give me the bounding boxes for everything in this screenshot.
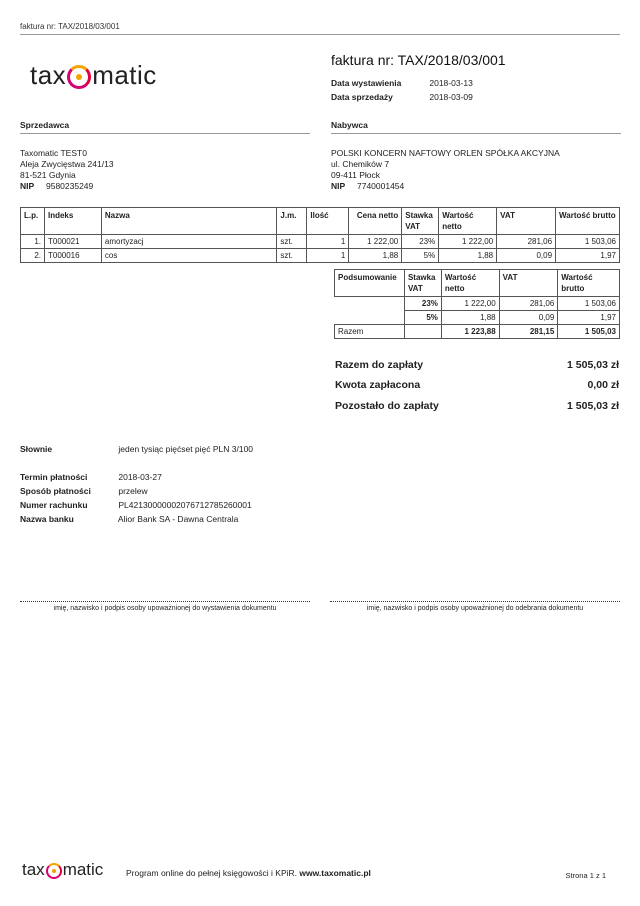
summary-vat: 0,09 [499,311,558,325]
row-gross: 1,97 [556,249,620,263]
summary-label: Podsumowanie [335,270,405,297]
logo-o-icon [67,65,91,89]
col-gross: Wartość brutto [556,208,620,235]
buyer-address2: 09-411 Płock [331,170,380,180]
row-net: 1 222,00 [439,235,497,249]
sale-date-value: 2018-03-09 [429,92,473,102]
logo-text-left: tax [30,60,67,90]
signature-receiver-text: imię, nazwisko i podpis osoby upoważnionej do odebrania dokumentu [366,605,584,612]
account-value: PL42130000002076712785260001 [118,500,252,510]
issue-date-row [331,78,473,88]
row-gross: 1 503,06 [556,235,620,249]
seller-address1: Aleja Zwycięstwa 241/13 [20,159,114,169]
amount-paid-value: 0,00 zł [587,379,619,391]
buyer-nip: 7740001454 [356,181,405,191]
seller-name: Taxomatic TEST0 [20,148,87,158]
row-price: 1,88 [349,249,402,263]
col-rate: Stawka VAT [402,208,439,235]
amount-due-value: 1 505,03 zł [567,359,619,371]
summary-rate: 5% [404,311,441,325]
footer-text-prefix: Program online do pełnej księgowości i KPiR. [126,868,298,878]
summary-total-gross: 1 505,03 [558,325,620,339]
signature-receiver [330,601,620,612]
signature-line [20,601,310,602]
col-index: Indeks [44,208,101,235]
col-vat: VAT [497,208,556,235]
seller-section [20,120,310,192]
seller-heading: Sprzedawca [20,120,310,134]
account-row [20,500,252,510]
summary-net: 1,88 [441,311,499,325]
footer-logo [22,860,103,880]
words-label: Słownie [20,444,53,454]
row-vat: 281,06 [497,235,556,249]
sale-date-row [331,92,473,102]
summary-row [335,297,620,311]
summary-col-rate: Stawka VAT [404,270,441,297]
col-price: Cena netto [349,208,402,235]
amount-paid-row [335,379,619,391]
taxomatic-logo [30,60,157,91]
row-name: cos [101,249,277,263]
page-number: Strona 1 z 1 [565,871,606,880]
sale-date-label: Data sprzedaży [331,92,393,102]
col-net: Wartość netto [439,208,497,235]
term-value: 2018-03-27 [118,472,162,482]
term-label: Termin płatności [20,472,88,482]
footer-logo-left: tax [22,860,45,879]
summary-header-row [335,270,620,297]
words-row [20,444,253,454]
footer-text [126,868,371,878]
footer-logo-right: matic [62,860,104,879]
table-row [21,249,620,263]
invoice-title: faktura nr: TAX/2018/03/001 [331,52,506,68]
account-label: Numer rachunku [20,500,88,510]
summary-empty-cell [335,311,405,325]
col-name: Nazwa [101,208,277,235]
amount-due-label: Razem do zapłaty [335,359,424,371]
amount-remaining-value: 1 505,03 zł [567,400,619,412]
header-divider [20,34,620,35]
seller-address2: 81-521 Gdynia [20,170,76,180]
row-index: T000021 [44,235,101,249]
summary-net: 1 222,00 [441,297,499,311]
signature-issuer [20,601,310,612]
row-net: 1,88 [439,249,497,263]
buyer-heading: Nabywca [331,120,621,134]
summary-vat: 281,06 [499,297,558,311]
row-unit: szt. [277,249,307,263]
items-header-row [21,208,620,235]
signature-issuer-text: imię, nazwisko i podpis osoby upoważnionej do wystawienia dokumentu [53,605,277,612]
summary-total-empty [404,325,441,339]
amount-remaining-row [335,400,619,412]
row-vat: 0,09 [497,249,556,263]
summary-total-row [335,325,620,339]
row-lp: 1. [21,235,45,249]
summary-col-gross: Wartość brutto [558,270,620,297]
summary-col-vat: VAT [499,270,558,297]
summary-total-net: 1 223,88 [441,325,499,339]
logo-text-right: matic [92,60,157,90]
header-small-title: faktura nr: TAX/2018/03/001 [20,22,120,31]
table-row [21,235,620,249]
footer-url-link[interactable]: www.taxomatic.pl [299,868,371,878]
summary-gross: 1 503,06 [558,297,620,311]
bank-label: Nazwa banku [20,514,74,524]
buyer-address1: ul. Chemików 7 [331,159,390,169]
col-lp: L.p. [21,208,45,235]
amount-paid-label: Kwota zapłacona [335,379,421,391]
row-rate: 5% [402,249,439,263]
summary-total-label: Razem [335,325,405,339]
summary-empty-cell [335,297,405,311]
row-qty: 1 [307,249,349,263]
issue-date-label: Data wystawienia [331,78,402,88]
summary-row [335,311,620,325]
method-row [20,486,148,496]
row-lp: 2. [21,249,45,263]
items-table [20,207,620,263]
summary-rate: 23% [404,297,441,311]
seller-nip: 9580235249 [45,181,94,191]
row-rate: 23% [402,235,439,249]
issue-date-value: 2018-03-13 [429,78,473,88]
bank-row [20,514,238,524]
summary-table [334,269,620,339]
words-value: jeden tysiąc pięćset pięć PLN 3/100 [118,444,254,454]
summary-gross: 1,97 [558,311,620,325]
col-qty: Ilość [307,208,349,235]
buyer-name: POLSKI KONCERN NAFTOWY ORLEN SPÓŁKA AKCYJNA [331,148,560,158]
row-unit: szt. [277,235,307,249]
row-name: amortyzacj [101,235,277,249]
amount-remaining-label: Pozostało do zapłaty [335,400,439,412]
summary-col-net: Wartość netto [441,270,499,297]
signature-line [330,601,620,602]
buyer-section [331,120,621,192]
row-price: 1 222,00 [349,235,402,249]
amount-due-row [335,359,619,371]
method-value: przelew [118,486,148,496]
col-unit: J.m. [277,208,307,235]
summary-total-vat: 281,15 [499,325,558,339]
row-index: T000016 [44,249,101,263]
footer-logo-o-icon [46,863,62,879]
term-row [20,472,162,482]
buyer-nip-label: NIP [331,181,346,191]
method-label: Sposób płatności [20,486,91,496]
row-qty: 1 [307,235,349,249]
seller-nip-label: NIP [20,181,35,191]
bank-value: Alior Bank SA - Dawna Centrala [117,514,239,524]
